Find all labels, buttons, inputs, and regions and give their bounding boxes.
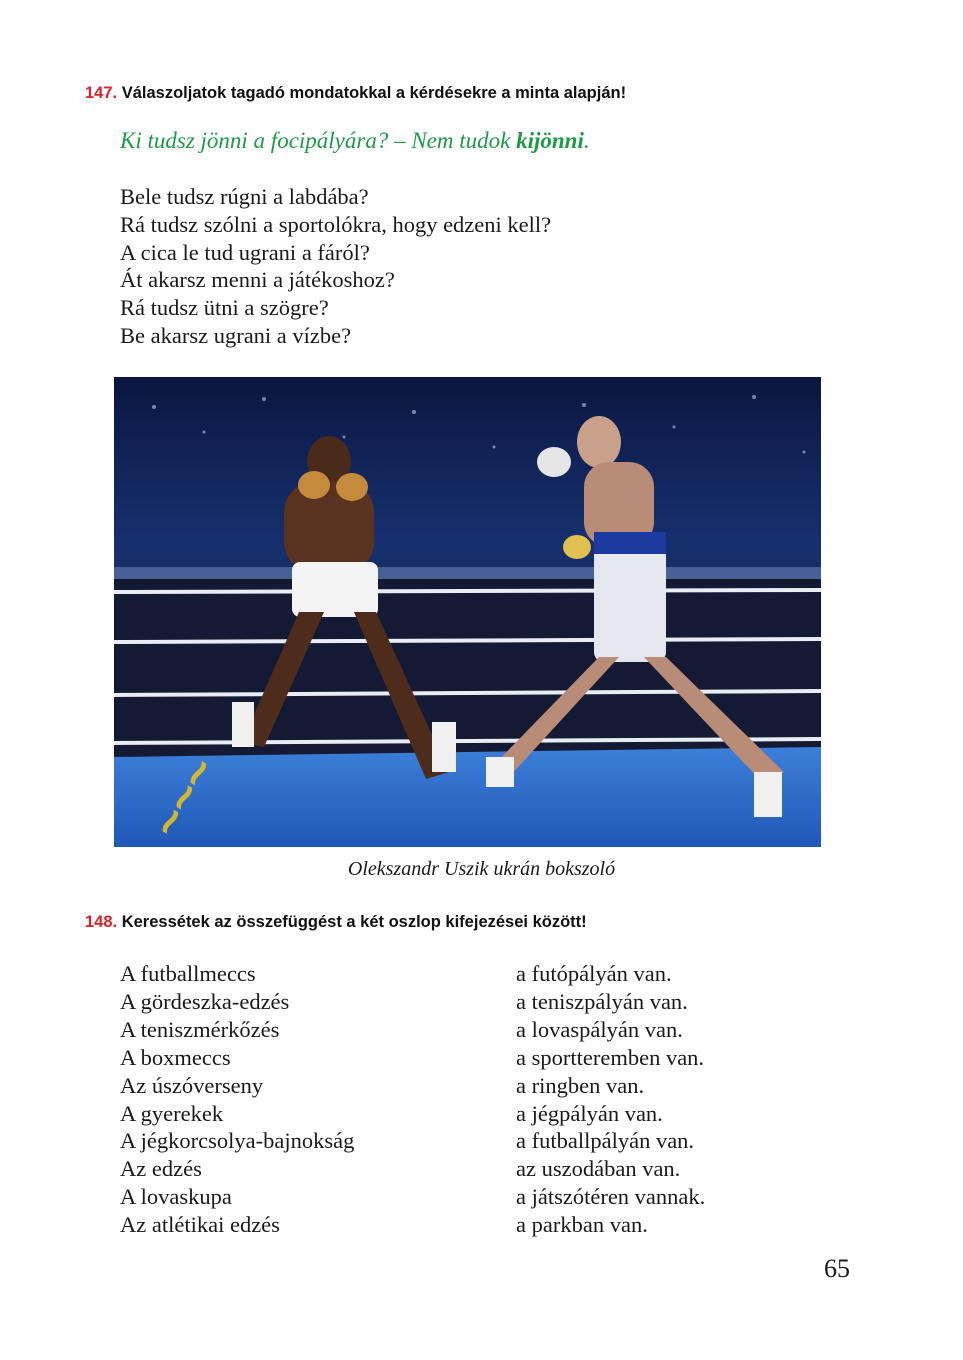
example-answer-word: kijönni — [516, 128, 584, 153]
question-item: Rá tudsz ütni a szögre? — [120, 295, 329, 321]
right-column-item: a ringben van. — [516, 1072, 645, 1098]
question-item: Át akarsz menni a játékoshoz? — [120, 267, 395, 293]
left-column — [120, 960, 354, 1239]
right-column-item: az uszodában van. — [516, 1156, 681, 1182]
left-column-item: A gördeszka-edzés — [120, 988, 290, 1014]
question-item: Bele tudsz rúgni a labdába? — [120, 184, 369, 209]
left-column-item: A boxmeccs — [120, 1044, 231, 1070]
right-column-item: a lovaspályán van. — [516, 1016, 683, 1042]
right-column-item: a sportteremben van. — [516, 1044, 705, 1070]
example-question: Ki tudsz jönni a focipályára? – Nem tudok — [120, 128, 517, 153]
task-148-instruction: Keressétek az összefüggést a két oszlop kifejezései között! — [121, 913, 587, 931]
photo-caption: Olekszandr Uszik ukrán bokszoló — [347, 858, 616, 880]
left-column-item: A lovaskupa — [120, 1184, 232, 1210]
task-148-heading — [85, 913, 587, 932]
question-item: Be akarsz ugrani a vízbe? — [120, 322, 352, 348]
task-147-instruction: Válaszoljatok tagadó mondatokkal a kérdésekre a minta alapján! — [121, 84, 627, 102]
left-column-item: Az úszóverseny — [120, 1072, 264, 1098]
question-item: Rá tudsz szólni a sportolókra, hogy edzeni kell? — [120, 211, 552, 237]
left-column-item: Az atlétikai edzés — [120, 1212, 280, 1238]
left-column-item: Az edzés — [120, 1156, 202, 1182]
task-147-heading — [85, 84, 626, 103]
right-column-item: a futballpályán van. — [516, 1128, 695, 1154]
right-column-item: a jégpályán van. — [516, 1100, 663, 1126]
right-column-item: a teniszpályán van. — [516, 988, 688, 1014]
svg-text:~~~: ~~~ — [140, 747, 229, 847]
right-column-item: a játszótéren vannak. — [516, 1184, 706, 1210]
right-column-item: a futópályán van. — [516, 961, 672, 986]
question-item: A cica le tud ugrani a fáról? — [120, 239, 370, 265]
boxing-photo — [114, 377, 821, 847]
task-148-number: 148. — [85, 913, 118, 931]
right-column-item: a parkban van. — [516, 1212, 648, 1238]
boxing-scene-illustration — [114, 377, 821, 847]
left-column-item: A gyerekek — [120, 1100, 224, 1126]
task-147-number: 147. — [85, 84, 118, 102]
left-column-item: A futballmeccs — [120, 961, 256, 986]
right-column — [516, 960, 705, 1239]
example-end: . — [583, 128, 590, 153]
page-number: 65 — [824, 1254, 850, 1283]
example-sentence — [120, 128, 590, 154]
left-column-item: A teniszmérkőzés — [120, 1016, 280, 1042]
question-list — [120, 183, 551, 350]
left-column-item: A jégkorcsolya-bajnokság — [120, 1128, 355, 1154]
